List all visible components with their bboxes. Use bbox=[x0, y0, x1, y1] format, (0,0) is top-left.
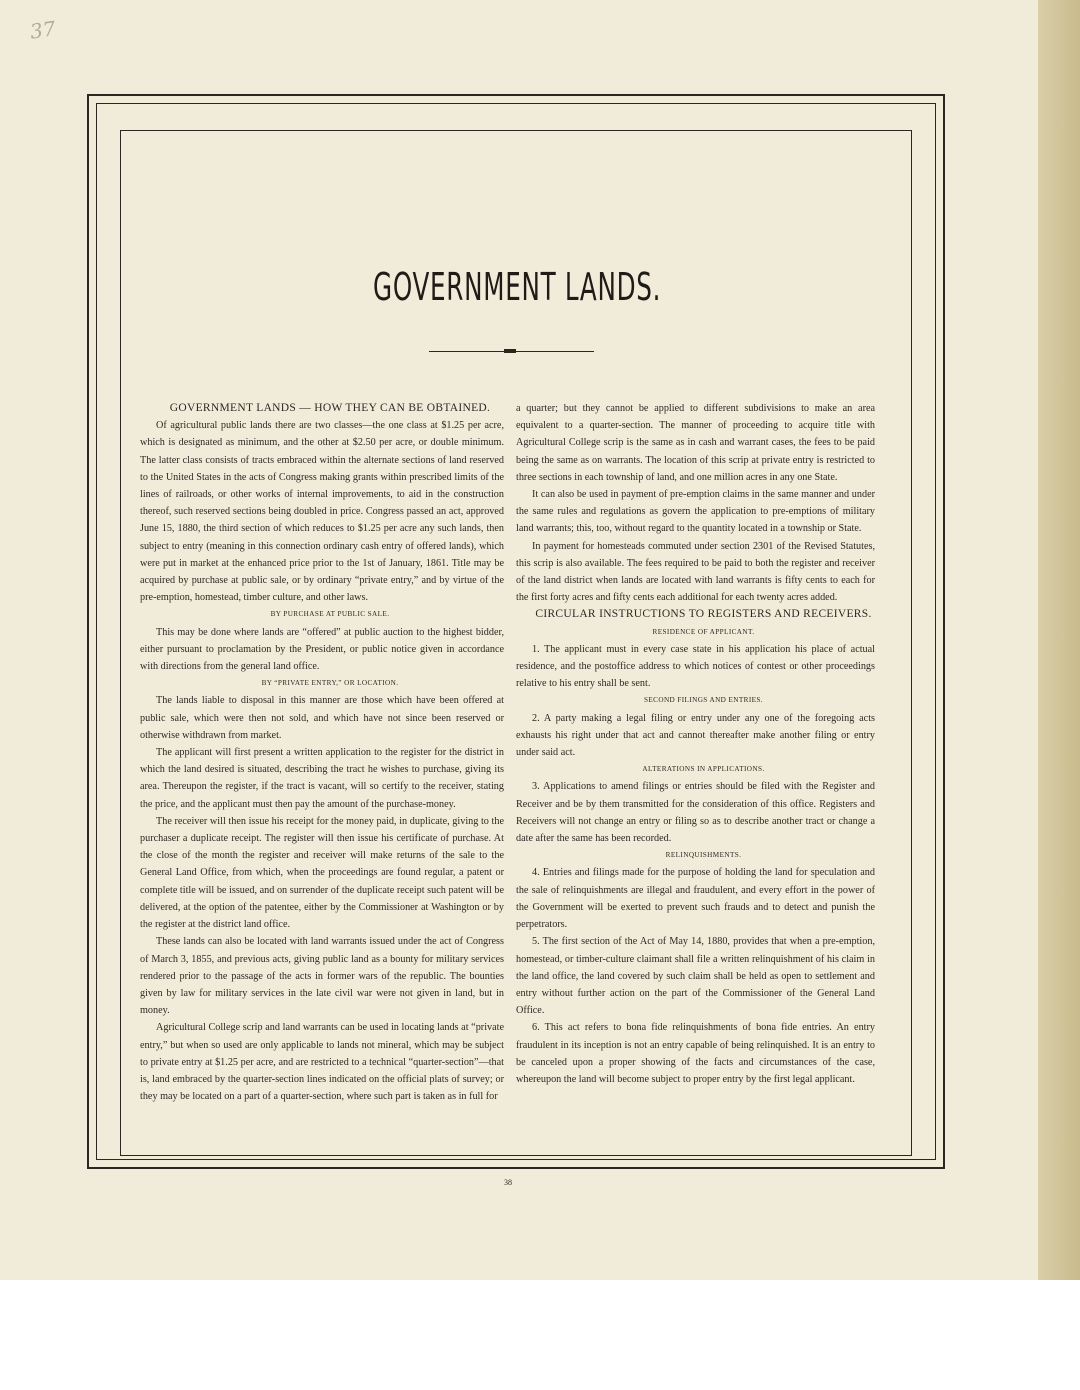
subheading: RELINQUISHMENTS. bbox=[665, 851, 742, 860]
title-rule-ornament bbox=[504, 349, 516, 353]
paragraph: 3. Applications to amend filings or entries should be filed with the Register and Receiver and be by them transmitted for the consideration of this office. Registers and Receivers will not change an entry or filing so as to describe another tract or change a date after the same has been recorded. bbox=[516, 781, 875, 845]
paragraph: In payment for homesteads commuted under section 2301 of the Revised Statutes, this scrip is also available. The fees required to be paid to both the register and receiver of the land district when lands are located with land warrants is fifty cents to each for the first forty acres and fifty cents each additional for each twenty acres added. bbox=[516, 540, 875, 604]
subheading: ALTERATIONS IN APPLICATIONS. bbox=[642, 765, 765, 774]
paragraph: Of agricultural public lands there are two classes—the one class at $1.25 per acre, which is designated as minimum, and the other at $2.50 per acre, or double minimum. The latter class consists of tracts embraced within the alternate sections of land reserved to the United States in the acts of Congress making grants within prescribed limits of the lines of railroads, or other works of internal improvements, to aid in the construction thereof, such reserved sections being doubled in price. Congress passed an act, approved June 15, 1880, the third section of which reduces to $1.25 per acre any such lands, then subject to entry (meaning in this connection ordinary cash entry of offered lands), which were put in market at the enhanced price prior to the 1st of January, 1861. Title may be acquired by purchase at public sale, or by ordinary “private entry,” and by virtue of the pre-emption, homestead, timber culture, and other laws. bbox=[140, 420, 504, 604]
section-heading: CIRCULAR INSTRUCTIONS TO REGISTERS AND RECEIVERS. bbox=[535, 608, 872, 621]
paragraph: Agricultural College scrip and land warrants can be used in locating lands at “private entry,” but when so used are only applicable to lands not mineral, which may be subject to private entry at $1.25 per acre, and are restricted to a technical “quarter-section”—that is, land embraced by the quarter-section lines indicated on the official plats of survey; or they may be located on a part of a quarter-section, where such part is taken as in full for bbox=[140, 1022, 504, 1103]
page-edge-strip bbox=[1038, 0, 1080, 1280]
paragraph: The lands liable to disposal in this manner are those which have been offered at public sale, which were then not sold, and which have not since been reserved or otherwise withdrawn from market. bbox=[140, 695, 504, 741]
paragraph: This may be done where lands are “offered” at public auction to the highest bidder, either pursuant to proclamation by the President, or public notice given in accordance with directions from the general land office. bbox=[140, 626, 504, 673]
paragraph: It can also be used in payment of pre-emption claims in the same manner and under the same rules and regulations as govern the application to pre-emptions of military land warrants; this, too, without regard to the quantity located in a township or State. bbox=[516, 489, 875, 535]
subheading: BY “PRIVATE ENTRY,” OR LOCATION. bbox=[261, 679, 399, 688]
paragraph: The applicant will first present a written application to the register for the district in which the land desired is situated, describing the tract he wishes to purchase, giving its area. Thereupon the register, if the tract is vacant, will so certify to the receiver, stating the price, and the applicant must then pay the amount of the purchase-money. bbox=[140, 747, 504, 810]
paragraph: The receiver will then issue his receipt for the money paid, in duplicate, giving to the purchaser a duplicate receipt. The register will then issue his certificate of purchase. At the close of the month the register and receiver will make returns of the sale to the General Land Office, from which, when the proceedings are found regular, a patent or complete title will be issued, and on surrender of the duplicate receipt such patent will be delivered, at the option of the patentee, either by the Commissioner at Washington or by the register at the district land office. bbox=[140, 815, 504, 931]
subheading: RESIDENCE OF APPLICANT. bbox=[652, 627, 755, 636]
page-title: GOVERNMENT LANDS. bbox=[373, 265, 662, 309]
paragraph: 4. Entries and filings made for the purpose of holding the land for speculation and the sale of relinquishments are illegal and fraudulent, and every effort in the power of the Government will be exerted to prevent such frauds and to detect and punish the perpetrators. bbox=[516, 867, 875, 931]
section-heading: GOVERNMENT LANDS — HOW THEY CAN BE OBTAINED. bbox=[169, 402, 491, 414]
subheading: SECOND FILINGS AND ENTRIES. bbox=[643, 696, 763, 705]
paragraph: 2. A party making a legal filing or entry under any one of the foregoing acts exhausts his right under that act and cannot thereafter make another filing or entry under said act. bbox=[516, 712, 875, 759]
paragraph: 6. This act refers to bona fide relinquishments of bona fide entries. An entry fraudulent in its inception is not an entry capable of being relinquished. It is an entry to be canceled upon a proper showing of the facts and circumstances of the case, whereupon the land will become subject to proper entry by the first legal applicant. bbox=[516, 1022, 875, 1085]
left-text-column bbox=[140, 400, 504, 1105]
subheading: BY PURCHASE AT PUBLIC SALE. bbox=[270, 610, 390, 619]
right-text-column bbox=[516, 400, 875, 1088]
paragraph: 5. The first section of the Act of May 14, 1880, provides that when a pre-emption, homestead, or timber-culture claimant shall file a written relinquishment of his claim in the land office, the land covered by such claim shall be held as open to settlement and entry without further action on the part of the Commissioner of the General Land Office. bbox=[516, 936, 875, 1017]
paragraph: These lands can also be located with land warrants issued under the act of Congress of March 3, 1855, and previous acts, giving public land as a bounty for military services rendered prior to the passage of the acts in former wars of the republic. The bounties given by law for military services in the late civil war were not given in land, but in money. bbox=[140, 936, 504, 1017]
handwritten-page-number: 37 bbox=[28, 16, 57, 44]
paragraph: a quarter; but they cannot be applied to different subdivisions to make an area equivalent to a quarter-section. The manner of proceeding to acquire title with Agricultural College scrip is the same as in cash and warrant cases, the fees to be paid being the same as on warrants. The location of this scrip at private entry is restricted to three sections in each township of land, and one million acres in any one State. bbox=[516, 403, 875, 483]
bottom-margin bbox=[0, 1280, 1080, 1390]
paragraph: 1. The applicant must in every case state in his application his place of actual residence, and the postoffice address to which notices of contest or other proceedings relative to his entry shall be sent. bbox=[516, 643, 875, 690]
page-number: 38 bbox=[504, 1178, 512, 1187]
